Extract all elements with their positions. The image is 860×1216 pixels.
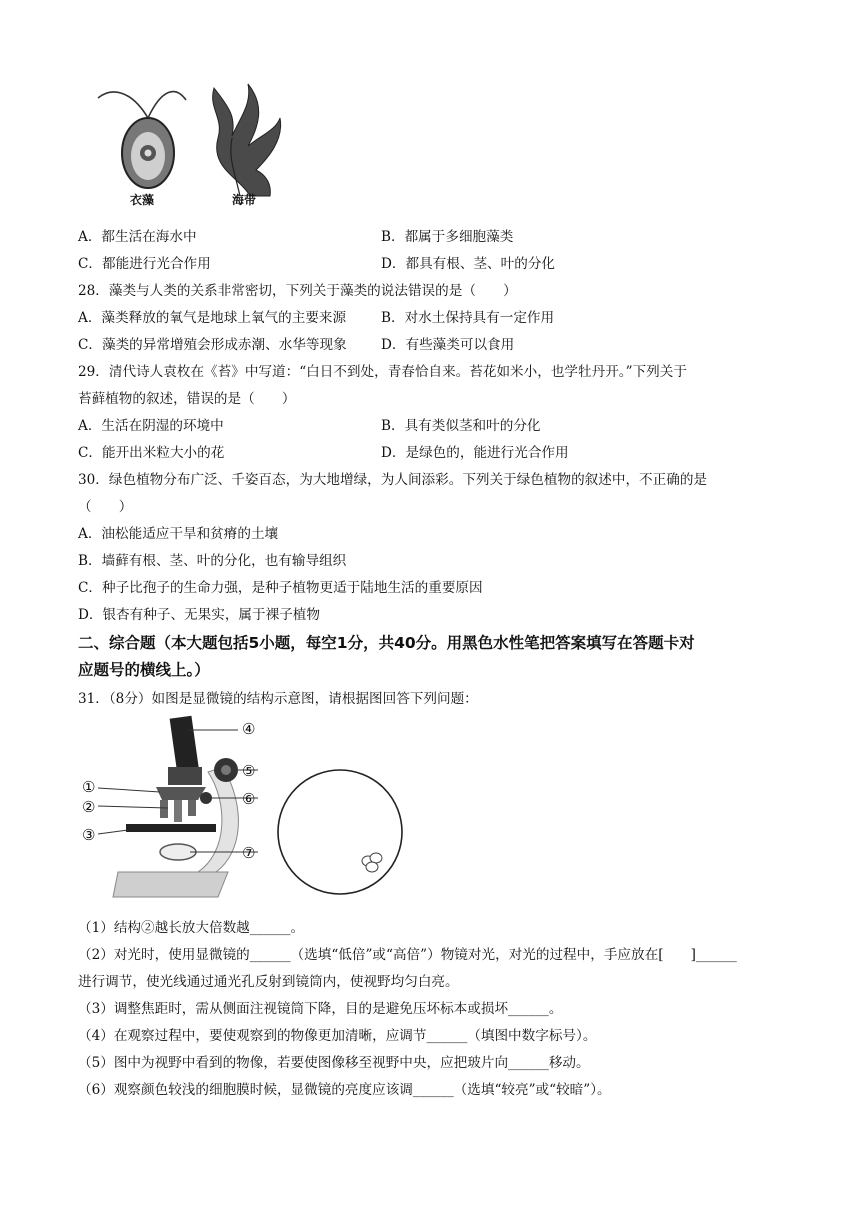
q29-option-c: C．能开出米粒大小的花	[78, 445, 225, 461]
microscope-figure	[78, 712, 408, 910]
q28-option-d: D．有些藻类可以食用	[381, 337, 515, 353]
q29-stem-line1: 29．清代诗人袁枚在《苔》中写道：“白日不到处，青春恰自来。苔花如米小，也学牡丹开。”下列关于	[78, 364, 687, 380]
algae-label-chlamydomonas: 衣藻	[130, 193, 155, 207]
section2-heading-line2: 应题号的横线上。）	[78, 661, 210, 679]
q27-option-c: C．都能进行光合作用	[78, 256, 211, 272]
label-5: ⑤	[242, 762, 256, 780]
label-3: ③	[82, 826, 96, 844]
q29-option-a: A．生活在阴湿的环境中	[78, 418, 224, 434]
algae-figure	[90, 78, 290, 213]
q29-option-b: B．具有类似茎和叶的分化	[381, 418, 541, 434]
q30-option-a: A．油松能适应干旱和贫瘠的土壤	[78, 526, 279, 542]
algae-label-kelp: 海带	[232, 193, 257, 207]
label-6: ⑥	[242, 790, 256, 808]
q30-option-c: C．种子比孢子的生命力强，是种子植物更适于陆地生活的重要原因	[78, 580, 483, 596]
q28-option-a: A．藻类释放的氧气是地球上氧气的主要来源	[78, 310, 347, 326]
q27-option-d: D．都具有根、茎、叶的分化	[381, 256, 556, 272]
q31-sub6: （6）观察颜色较浅的细胞膜时候，显微镜的亮度应该调______（选填“较亮”或“较暗”）。	[78, 1082, 611, 1098]
q27-option-a: A．都生活在海水中	[78, 229, 197, 245]
q28-option-c: C．藻类的异常增殖会形成赤潮、水华等现象	[78, 337, 347, 353]
q31-sub5: （5）图中为视野中看到的物像，若要使图像移至视野中央，应把玻片向______移动。	[78, 1055, 590, 1071]
q31-sub4: （4）在观察过程中，要使观察到的物像更加清晰，应调节______（填图中数字标号）。	[78, 1028, 597, 1044]
q30-option-b: B．墙藓有根、茎、叶的分化，也有输导组织	[78, 553, 347, 569]
q29-stem-line2: 苔藓植物的叙述，错误的是（ ）	[78, 391, 296, 407]
q27-option-b: B．都属于多细胞藻类	[381, 229, 514, 245]
q31-sub1: （1）结构②越长放大倍数越______。	[78, 920, 305, 936]
q31-sub2-line1: （2）对光时，使用显微镜的______（选填“低倍”或“高倍”）物镜对光，对光的过程中，手应放在[ ]______	[78, 947, 737, 963]
q30-stem-line2: （ ）	[78, 499, 133, 515]
algae-illustration	[90, 78, 290, 213]
q30-option-d: D．银杏有种子、无果实，属于裸子植物	[78, 607, 320, 623]
q31-stem: 31．（8分）如图是显微镜的结构示意图，请根据图回答下列问题：	[78, 691, 478, 707]
q30-stem-line1: 30．绿色植物分布广泛、千姿百态，为大地增绿，为人间添彩。下列关于绿色植物的叙述中，不正确的是	[78, 472, 708, 488]
label-7: ⑦	[242, 844, 256, 862]
q29-option-d: D．是绿色的，能进行光合作用	[381, 445, 569, 461]
section2-heading-line1: 二、综合题（本大题包括5小题，每空1分，共40分。用黑色水性笔把答案填写在答题卡对	[78, 634, 695, 652]
q31-sub2-line2: 进行调节，使光线通过通光孔反射到镜筒内，使视野均匀白亮。	[78, 974, 459, 990]
label-4: ④	[242, 720, 256, 738]
label-1: ①	[82, 778, 96, 796]
label-2: ②	[82, 798, 96, 816]
microscope-illustration	[78, 712, 408, 910]
q28-option-b: B．对水土保持具有一定作用	[381, 310, 555, 326]
q28-stem: 28．藻类与人类的关系非常密切，下列关于藻类的说法错误的是（ ）	[78, 283, 517, 299]
q31-sub3: （3）调整焦距时，需从侧面注视镜筒下降，目的是避免压坏标本或损坏______。	[78, 1001, 563, 1017]
